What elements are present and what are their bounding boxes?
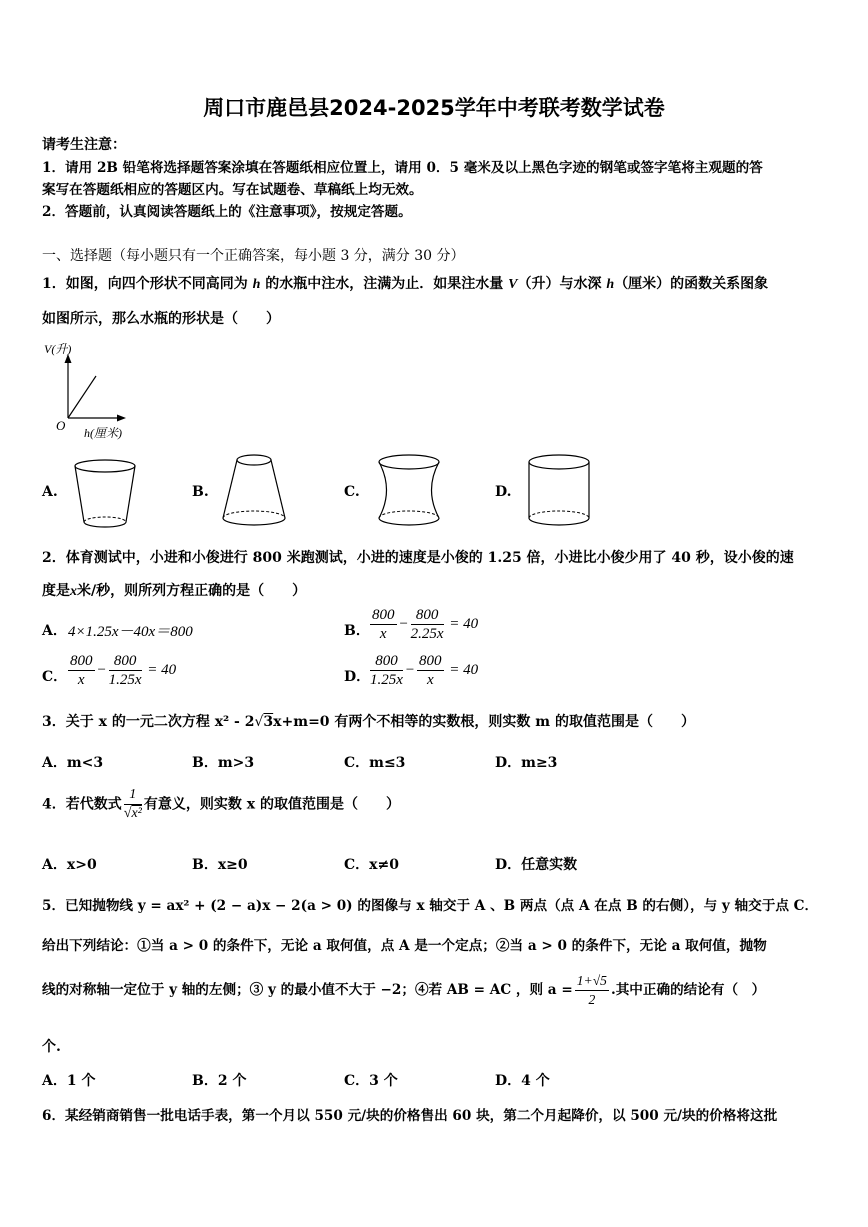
q6-line-1: 6．某经销商销售一批电话手表，第一个月以 550 元/块的价格售出 60 块，第二个月起降价，以 500 元/块的价格将这批	[42, 1108, 778, 1124]
q1-line-2: 如图所示，那么水瓶的形状是（ ）	[42, 311, 280, 327]
q1-option-d-label: D.	[495, 484, 512, 500]
q4-line: 4．若代数式 $\frac{1}{\text{√x²}}$ 有意义，则实数 x 的取值范围是（ ）	[42, 787, 400, 821]
q3-option-b: B．m>3	[192, 755, 255, 771]
notice-line-2: 2．答题前，认真阅读答题纸上的《注意事项》，按规定答题。	[42, 204, 412, 220]
q1-line-1: 1．如图，向四个形状不同高同为 h 的水瓶中注水，注满为止．如果注水量 V（升）与水深 h（厘米）的函数关系图象	[42, 276, 769, 292]
q2-option-b-label: B．	[344, 623, 370, 639]
q5-option-c: C．3 个	[344, 1073, 398, 1089]
q5-line-1: 5．已知抛物线 y = ax² + (2 − a)x − 2(a > 0) 的图像与 x 轴交于 A 、B 两点（点 A 在点 B 的右侧），与 y 轴交于点 C．	[42, 898, 819, 914]
q5-line-3: 线的对称轴一定位于 y 轴的左侧；③ y 的最小值不大于 −2；④若 AB = AC ，则 a = $\frac{1+√5}{2}$ .其中正确的结论有（ ）	[42, 973, 766, 1007]
q3-option-a: A．m<3	[42, 755, 104, 771]
q2-option-c-label: C．	[42, 669, 68, 685]
q5-line-2: 给出下列结论：①当 a > 0 的条件下，无论 a 取何值，点 A 是一个定点；②当 a > 0 的条件下，无论 a 取何值，抛物	[42, 938, 767, 954]
q1-option-a-label: A.	[42, 484, 58, 500]
q3-option-d: D．m≥3	[495, 755, 558, 771]
bottle-c-icon	[376, 452, 442, 532]
bottle-b-icon	[220, 452, 288, 532]
q3-option-c: C．m≤3	[344, 755, 406, 771]
notice-heading: 请考生注意：	[42, 137, 126, 153]
q5-line-4: 个.	[42, 1039, 61, 1055]
q4-option-d: D．任意实数	[495, 857, 578, 873]
bottle-d-icon	[526, 452, 592, 532]
q2-option-a-expr: 4×1.25x－40x＝800	[68, 624, 193, 640]
page-title: 周口市鹿邑县2024-2025学年中考联考数学试卷	[203, 96, 665, 120]
q2-option-d-expr: $\frac{800}{1.25x}$ − $\frac{800}{x}$ = 40	[370, 653, 479, 688]
q4-option-a: A．x>0	[42, 857, 97, 873]
q5-option-d: D．4 个	[495, 1073, 550, 1089]
q1-option-b-label: B.	[192, 484, 209, 500]
notice-line-1: 1．请用 2B 铅笔将选择题答案涂填在答题纸相应位置上，请用 0．5 毫米及以上黑色字迹的钢笔或签字笔将主观题的答	[42, 160, 763, 176]
graph-origin: O	[56, 418, 66, 433]
bottle-a-icon	[72, 456, 138, 532]
graph-x-label: h(厘米)	[84, 426, 122, 440]
q1-option-c-label: C.	[344, 484, 360, 500]
q2-line-2: 度是x米/秒，则所列方程正确的是（ ）	[42, 583, 307, 599]
q2-line-1: 2．体育测试中，小进和小俊进行 800 米跑测试，小进的速度是小俊的 1.25 倍，小进比小俊少用了 40 秒，设小俊的速	[42, 550, 794, 566]
q4-option-c: C．x≠0	[344, 857, 399, 873]
q5-option-a: A．1 个	[42, 1073, 96, 1089]
q4-option-b: B．x≥0	[192, 857, 248, 873]
q5-option-b: B．2 个	[192, 1073, 247, 1089]
q2-option-b-expr: $\frac{800}{x}$ − $\frac{800}{2.25x}$ = 40	[372, 607, 479, 642]
section-heading: 一、选择题（每小题只有一个正确答案，每小题 3 分，满分 30 分）	[42, 248, 465, 264]
q2-option-a-label: A．	[42, 623, 67, 639]
graph-y-label: V(升)	[44, 342, 72, 356]
notice-line-1b: 案写在答题纸相应的答题区内。写在试题卷、草稿纸上均无效。	[42, 182, 423, 198]
q2-option-d-label: D．	[344, 669, 371, 685]
q3-line: 3．关于 x 的一元二次方程 x² - 2√3x+m=0 有两个不相等的实数根，则实数 m 的取值范围是（ ）	[42, 714, 695, 730]
q2-option-c-expr: $\frac{800}{x}$ − $\frac{800}{1.25x}$ = 40	[70, 653, 177, 688]
